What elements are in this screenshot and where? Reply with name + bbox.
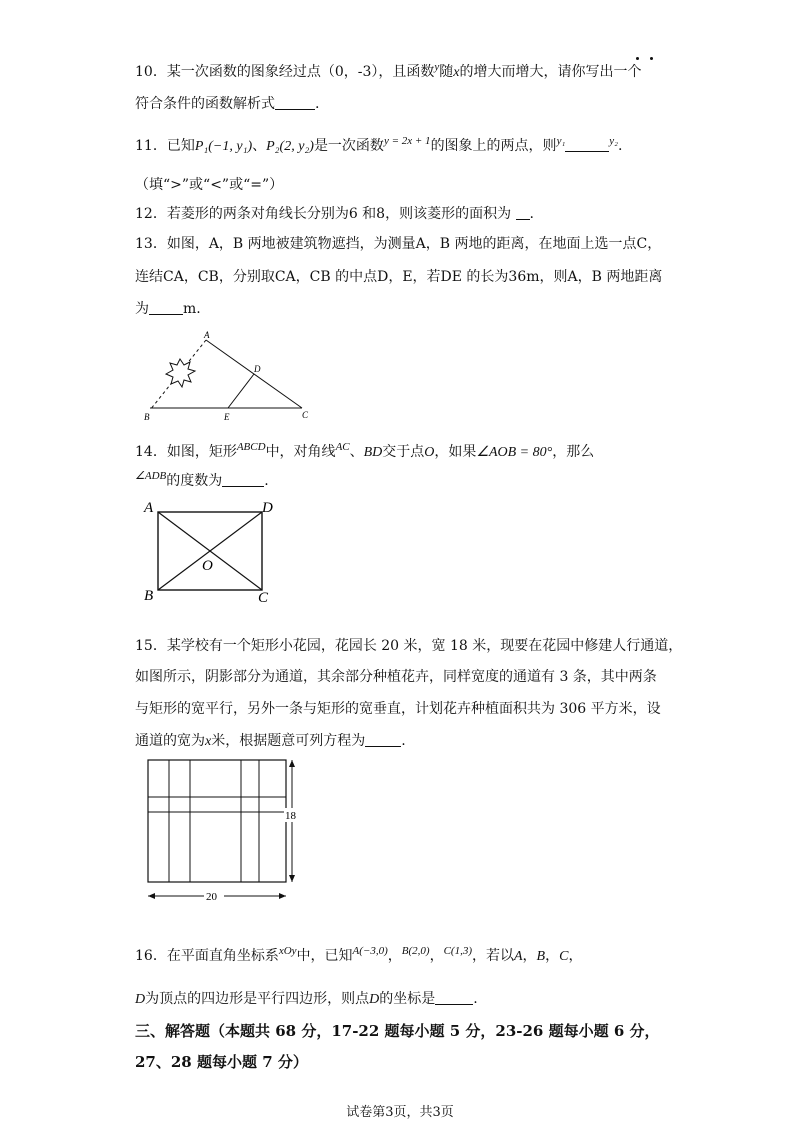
q15-line2: 如图所示，阴影部分为通道，其余部分种植花卉，同样宽度的通道有 3 条，其中两条 — [135, 669, 657, 685]
label-o: O — [202, 558, 213, 574]
q15-figure — [140, 752, 310, 912]
q11-line2: （填“>”或“<”或“=”） — [135, 177, 284, 193]
answer-blank[interactable] — [565, 137, 609, 152]
q16-line1: 16．在平面直角坐标系$^{xOy}$中，已知$^{A(-3,0)}$，$^{B(2,0)}$，$^{C(1,3)}$，若以A，B，C， — [135, 945, 583, 964]
q14-figure — [140, 498, 290, 608]
label-a: A — [144, 500, 154, 516]
label-b: B — [144, 412, 150, 422]
label-b: B — [144, 588, 154, 604]
height-label: 18 — [285, 810, 296, 822]
q15-line4: 通道的宽为x米，根据题意可列方程为 . — [135, 733, 406, 749]
label-e: E — [224, 412, 230, 422]
segment-de — [228, 374, 254, 408]
q13-line2: 连结CA，CB，分别取CA，CB 的中点D，E，若DE 的长为36m，则A，B 两地距离 — [135, 269, 663, 285]
q15-line1: 15．某学校有一个矩形小花园，花园长 20 米，宽 18 米，现要在花园中修建人行通道， — [135, 638, 683, 654]
label-a: A — [204, 330, 210, 340]
q15-line3: 与矩形的宽平行，另外一条与矩形的宽垂直，计划花卉种植面积共为 306 平方米，设 — [135, 701, 661, 717]
q10-line2: 符合条件的函数解析式 . — [135, 96, 320, 112]
emphasis-dot — [650, 57, 653, 60]
answer-blank[interactable] — [435, 990, 473, 1005]
label-c: C — [302, 410, 309, 420]
arrow-right-icon — [279, 893, 286, 899]
q12-line: 12．若菱形的两条对角线长分别为6 和8，则该菱形的面积为 . — [135, 206, 534, 222]
label-d: D — [262, 500, 273, 516]
section-heading-line1: 三、解答题（本题共 68 分，17-22 题每小题 5 分，23-26 题每小题 6 分， — [135, 1022, 660, 1040]
arrow-down-icon — [289, 875, 295, 882]
width-label: 20 — [206, 891, 217, 903]
building-obstacle-icon — [166, 359, 195, 387]
emphasis-dot — [636, 57, 639, 60]
q13-line3: 为 m. — [135, 301, 201, 317]
answer-blank[interactable] — [149, 300, 183, 315]
label-c: C — [258, 590, 269, 606]
q14-line2: $^{\angle ADB}$的度数为 . — [135, 470, 269, 489]
answer-blank[interactable] — [275, 95, 315, 110]
q13-figure — [140, 328, 320, 423]
arrow-left-icon — [148, 893, 155, 899]
page-footer: 试卷第3页，共3页 — [346, 1105, 454, 1120]
answer-blank[interactable] — [516, 205, 530, 220]
answer-blank[interactable] — [222, 472, 264, 487]
q13-line1: 13．如图，A，B 两地被建筑物遮挡，为测量A，B 两地的距离，在地面上选一点C， — [135, 236, 662, 252]
q11-line1: 11．已知P₁(−1, y₁)、P₂(2, y₂)是一次函数$^{y = 2x + 1}$的图象上的两点，则$^{y_1}$ $^{y_2}$. — [135, 135, 623, 154]
q16-line2: D为顶点的四边形是平行四边形，则点D的坐标是 . — [135, 991, 478, 1007]
arrow-up-icon — [289, 760, 295, 767]
answer-blank[interactable] — [365, 732, 401, 747]
label-d: D — [254, 364, 261, 374]
section-heading-line2: 27、28 题每小题 7 分） — [135, 1053, 308, 1071]
q10-line1: 10．某一次函数的图象经过点（0，-3），且函数$^y$随x的增大而增大，请你写出一个 — [135, 61, 642, 80]
q14-line1: 14．如图，矩形$^{ABCD}$中，对角线$^{AC}$、BD交于点O，如果∠AOB = 80°，那么 — [135, 441, 595, 460]
